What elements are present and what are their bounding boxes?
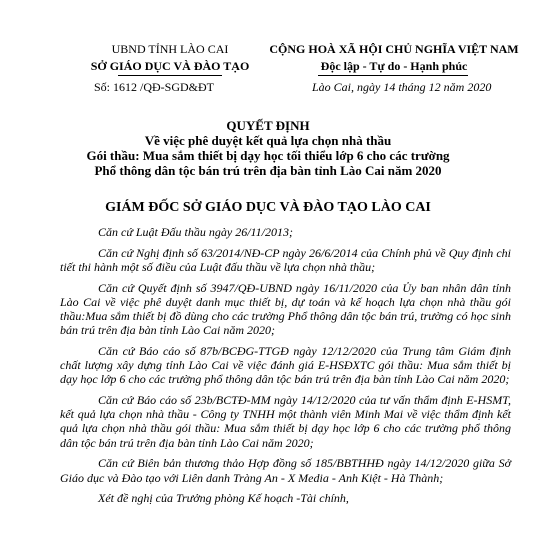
decision-subject-line3: Phổ thông dân tộc bán trú trên địa bàn tỉnh Lào Cai năm 2020 [94, 163, 442, 178]
national-title: CỘNG HOÀ XÃ HỘI CHỦ NGHĨA VIỆT NAM [269, 42, 519, 56]
place-date: Lào Cai, ngày 14 tháng 12 năm 2020 [312, 80, 492, 94]
preamble-paragraph: Căn cứ Biên bản thương thảo Hợp đồng số 185/BBTHHĐ ngày 14/12/2020 giữa Sở Giáo dục và Đào tạo với Liên danh Tràng An - X Media - Anh Kiệt - Hà Thành; [60, 456, 511, 485]
director-title: GIÁM ĐỐC SỞ GIÁO DỤC VÀ ĐÀO TẠO LÀO CAI [105, 200, 431, 215]
preamble-paragraph: Căn cứ Báo cáo số 23b/BCTĐ-MM ngày 14/12/2020 của tư vấn thẩm định E-HSMT, kết quả lựa chọn nhà thầu - Công ty TNHH một thành viên Minh Mai về việc thẩm định kết quả lựa chọn nhà thầu gói thầu: Mua sắm thiết bị dạy học lớp 6 cho các trường phổ thông dân tộc bán trú trên địa bàn tỉnh Lào Cai năm 2020; [60, 393, 511, 450]
preamble-paragraph: Căn cứ Nghị định số 63/2014/NĐ-CP ngày 26/6/2014 của Chính phủ về Quy định chi tiết thi hành một số điều của Luật đấu thầu về lựa chọn nhà thầu; [60, 245, 511, 274]
national-motto-block [262, 41, 526, 75]
preamble-paragraph: Căn cứ Quyết định số 3947/QĐ-UBND ngày 16/11/2020 của Ủy ban nhân dân tỉnh Lào Cai về việc phê duyệt danh mục thiết bị, dự toán và kế hoạch lựa chọn nhà thầu gói thầu:Mua sắm thiết bị đồ dùng cho các trường Phổ thông dân tộc bán trú, trường có học sinh bán trú trên địa bàn tỉnh Lào Cai năm 2020; [60, 280, 511, 338]
preamble-paragraph: Căn cứ Luật Đấu thầu ngày 26/11/2013; [98, 225, 293, 239]
preamble-paragraph: Xét đề nghị của Trưởng phòng Kế hoạch -Tài chính, [98, 491, 349, 506]
motto-underline [318, 75, 468, 76]
decision-subject-line1: Về việc phê duyệt kết quả lựa chọn nhà thầu [144, 133, 392, 148]
issuer-block [60, 41, 280, 75]
preamble-paragraph: Căn cứ Báo cáo số 87b/BCĐG-TTGĐ ngày 12/12/2020 của Trung tâm Giám định chất lượng xây dựng tỉnh Lào Cai về việc đánh giá E-HSĐXTC gói thầu: Mua sắm thiết bị dạy học lớp 6 cho các trường phổ thông dân tộc bán trú trên địa bàn tỉnh Lào Cai năm 2020; [60, 343, 511, 387]
issuer-department: SỞ GIÁO DỤC VÀ ĐÀO TẠO [90, 59, 250, 73]
issuer-province: UBND TỈNH LÀO CAI [111, 42, 229, 56]
decision-subject-line2: Gói thầu: Mua sắm thiết bị dạy học tối thiểu lớp 6 cho các trường [86, 148, 450, 163]
document-number: Số: 1612 /QĐ-SGD&ĐT [94, 80, 215, 94]
issuer-underline [118, 75, 222, 76]
decision-heading: QUYẾT ĐỊNH [226, 118, 310, 133]
preamble-body [60, 225, 511, 512]
national-motto: Độc lập - Tự do - Hạnh phúc [320, 59, 468, 73]
